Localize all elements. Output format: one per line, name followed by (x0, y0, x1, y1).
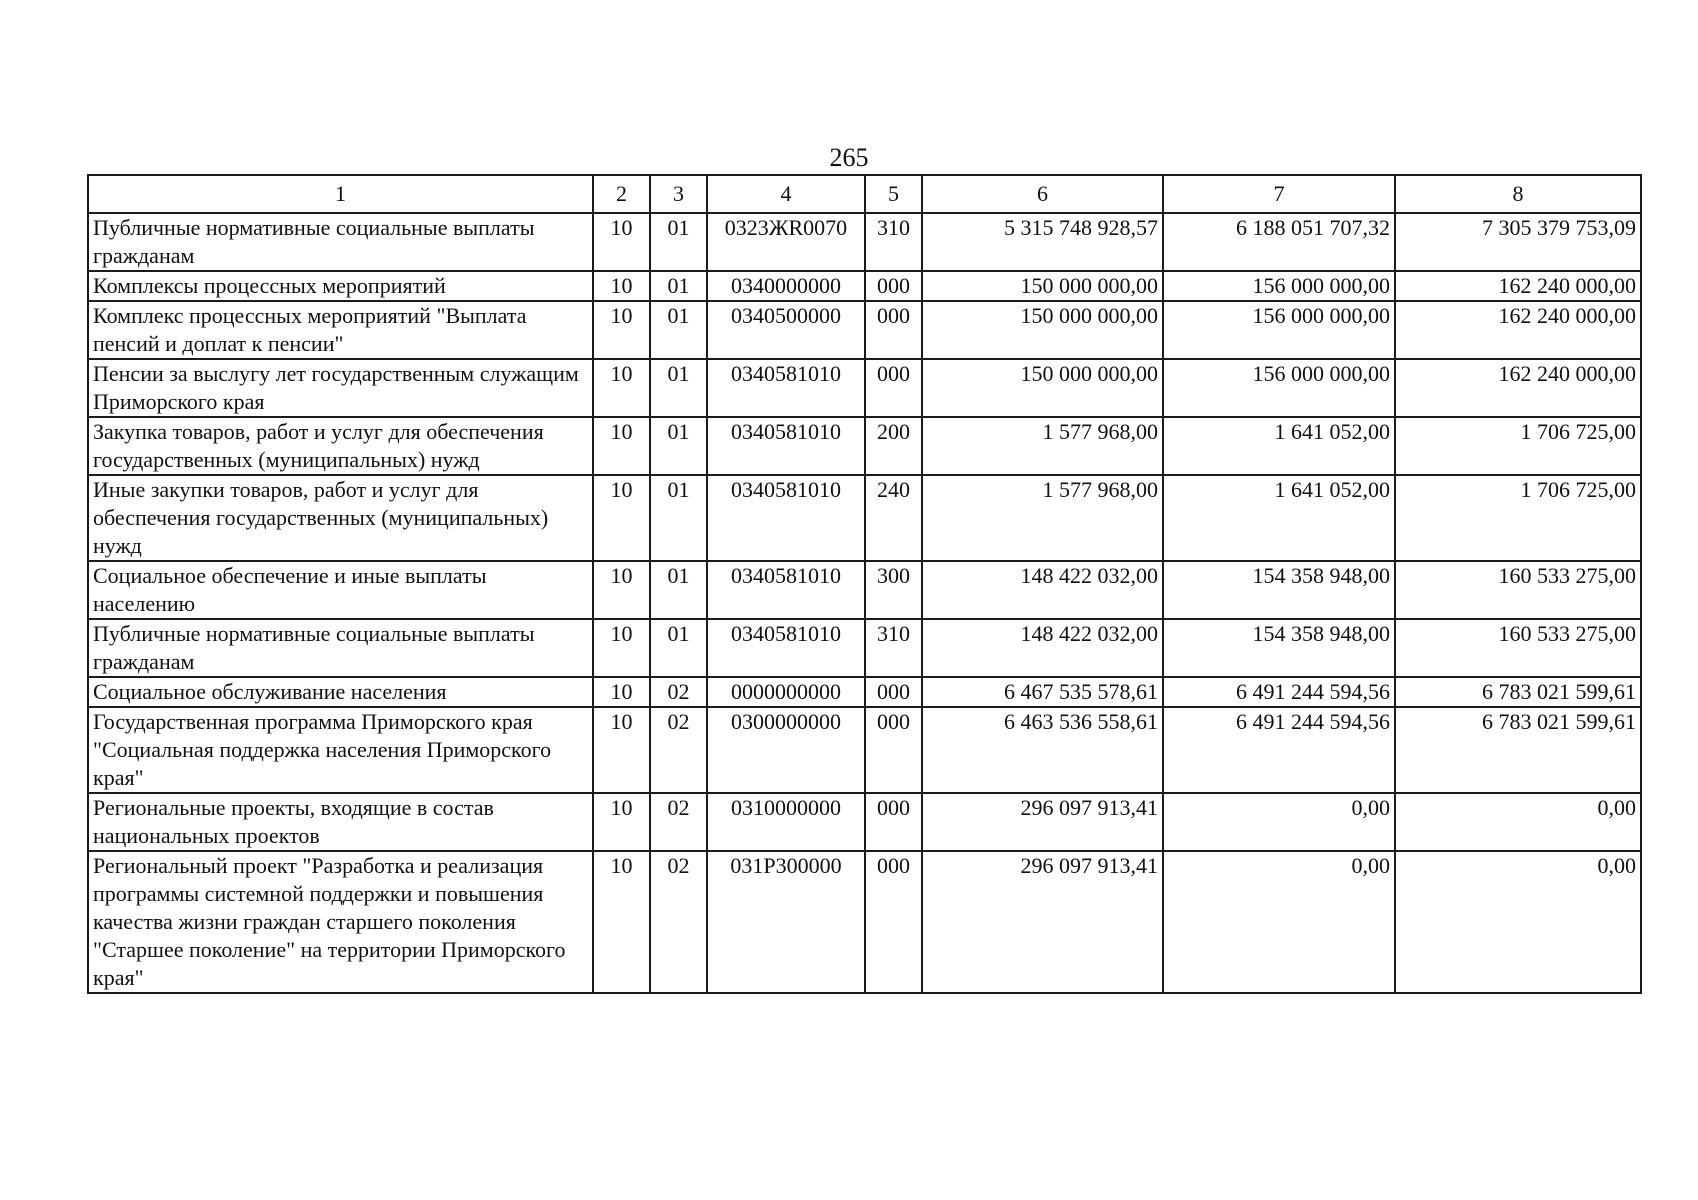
row-name: Иные закупки товаров, работ и услуг для обеспечения государственных (муниципальных) нужд (88, 475, 593, 561)
subsection-code: 01 (650, 271, 707, 301)
amount-col7: 6 491 244 594,56 (1163, 677, 1395, 707)
amount-col8: 1 706 725,00 (1395, 417, 1641, 475)
subsection-code: 01 (650, 417, 707, 475)
row-name: Публичные нормативные социальные выплаты гражданам (88, 213, 593, 271)
expense-type-code: 310 (865, 619, 922, 677)
amount-col6: 148 422 032,00 (922, 561, 1163, 619)
section-code: 10 (593, 677, 650, 707)
amount-col8: 162 240 000,00 (1395, 271, 1641, 301)
amount-col6: 150 000 000,00 (922, 271, 1163, 301)
target-article-code: 0310000000 (707, 793, 865, 851)
target-article-code: 0340500000 (707, 301, 865, 359)
amount-col6: 5 315 748 928,57 (922, 213, 1163, 271)
table-row (88, 707, 1641, 793)
subsection-code: 01 (650, 619, 707, 677)
table-row (88, 851, 1641, 993)
table-row (88, 619, 1641, 677)
amount-col6: 296 097 913,41 (922, 851, 1163, 993)
target-article-code: 0300000000 (707, 707, 865, 793)
amount-col7: 0,00 (1163, 851, 1395, 993)
amount-col7: 154 358 948,00 (1163, 619, 1395, 677)
budget-table (87, 174, 1642, 994)
row-name: Комплекс процессных мероприятий "Выплата пенсий и доплат к пенсии" (88, 301, 593, 359)
table-row (88, 213, 1641, 271)
amount-col7: 156 000 000,00 (1163, 271, 1395, 301)
table-row (88, 359, 1641, 417)
amount-col6: 1 577 968,00 (922, 417, 1163, 475)
expense-type-code: 000 (865, 677, 922, 707)
amount-col8: 160 533 275,00 (1395, 561, 1641, 619)
row-name: Региональный проект "Разработка и реализация программы системной поддержки и повышения качества жизни граждан старшего поколения "Старшее поколение" на территории Приморского края" (88, 851, 593, 993)
target-article-code: 0323ЖR0070 (707, 213, 865, 271)
column-header: 8 (1395, 175, 1641, 213)
column-header: 3 (650, 175, 707, 213)
amount-col7: 6 188 051 707,32 (1163, 213, 1395, 271)
section-code: 10 (593, 707, 650, 793)
section-code: 10 (593, 359, 650, 417)
table-row (88, 301, 1641, 359)
table-row (88, 475, 1641, 561)
row-name: Региональные проекты, входящие в состав национальных проектов (88, 793, 593, 851)
subsection-code: 01 (650, 213, 707, 271)
table-row (88, 417, 1641, 475)
amount-col7: 156 000 000,00 (1163, 359, 1395, 417)
row-name: Пенсии за выслугу лет государственным служащим Приморского края (88, 359, 593, 417)
page-number: 265 (829, 143, 869, 172)
amount-col6: 148 422 032,00 (922, 619, 1163, 677)
expense-type-code: 310 (865, 213, 922, 271)
subsection-code: 02 (650, 677, 707, 707)
amount-col7: 0,00 (1163, 793, 1395, 851)
row-name: Комплексы процессных мероприятий (88, 271, 593, 301)
header-row (88, 175, 1641, 213)
amount-col7: 6 491 244 594,56 (1163, 707, 1395, 793)
column-header: 2 (593, 175, 650, 213)
subsection-code: 01 (650, 301, 707, 359)
amount-col6: 6 467 535 578,61 (922, 677, 1163, 707)
target-article-code: 0340581010 (707, 475, 865, 561)
expense-type-code: 000 (865, 793, 922, 851)
amount-col8: 160 533 275,00 (1395, 619, 1641, 677)
expense-type-code: 240 (865, 475, 922, 561)
row-name: Социальное обслуживание населения (88, 677, 593, 707)
subsection-code: 02 (650, 793, 707, 851)
amount-col7: 1 641 052,00 (1163, 417, 1395, 475)
expense-type-code: 200 (865, 417, 922, 475)
amount-col8: 6 783 021 599,61 (1395, 677, 1641, 707)
row-name: Публичные нормативные социальные выплаты гражданам (88, 619, 593, 677)
section-code: 10 (593, 561, 650, 619)
row-name: Социальное обеспечение и иные выплаты населению (88, 561, 593, 619)
amount-col6: 6 463 536 558,61 (922, 707, 1163, 793)
target-article-code: 0340581010 (707, 417, 865, 475)
section-code: 10 (593, 793, 650, 851)
expense-type-code: 000 (865, 271, 922, 301)
amount-col8: 6 783 021 599,61 (1395, 707, 1641, 793)
amount-col8: 162 240 000,00 (1395, 301, 1641, 359)
table-row (88, 677, 1641, 707)
amount-col6: 296 097 913,41 (922, 793, 1163, 851)
row-name: Закупка товаров, работ и услуг для обеспечения государственных (муниципальных) нужд (88, 417, 593, 475)
section-code: 10 (593, 475, 650, 561)
expense-type-code: 300 (865, 561, 922, 619)
target-article-code: 031P300000 (707, 851, 865, 993)
table-row (88, 271, 1641, 301)
target-article-code: 0340581010 (707, 561, 865, 619)
expense-type-code: 000 (865, 359, 922, 417)
subsection-code: 01 (650, 359, 707, 417)
section-code: 10 (593, 301, 650, 359)
amount-col6: 1 577 968,00 (922, 475, 1163, 561)
subsection-code: 02 (650, 851, 707, 993)
section-code: 10 (593, 271, 650, 301)
amount-col6: 150 000 000,00 (922, 359, 1163, 417)
amount-col8: 7 305 379 753,09 (1395, 213, 1641, 271)
amount-col7: 1 641 052,00 (1163, 475, 1395, 561)
section-code: 10 (593, 417, 650, 475)
column-header: 5 (865, 175, 922, 213)
target-article-code: 0000000000 (707, 677, 865, 707)
column-header: 4 (707, 175, 865, 213)
column-header: 7 (1163, 175, 1395, 213)
amount-col8: 162 240 000,00 (1395, 359, 1641, 417)
expense-type-code: 000 (865, 707, 922, 793)
expense-type-code: 000 (865, 851, 922, 993)
amount-col8: 0,00 (1395, 793, 1641, 851)
section-code: 10 (593, 851, 650, 993)
section-code: 10 (593, 619, 650, 677)
target-article-code: 0340581010 (707, 359, 865, 417)
subsection-code: 02 (650, 707, 707, 793)
target-article-code: 0340000000 (707, 271, 865, 301)
amount-col8: 0,00 (1395, 851, 1641, 993)
subsection-code: 01 (650, 475, 707, 561)
target-article-code: 0340581010 (707, 619, 865, 677)
table-row (88, 793, 1641, 851)
subsection-code: 01 (650, 561, 707, 619)
amount-col7: 154 358 948,00 (1163, 561, 1395, 619)
row-name: Государственная программа Приморского края "Социальная поддержка населения Приморского края" (88, 707, 593, 793)
section-code: 10 (593, 213, 650, 271)
column-header: 1 (88, 175, 593, 213)
amount-col7: 156 000 000,00 (1163, 301, 1395, 359)
expense-type-code: 000 (865, 301, 922, 359)
amount-col6: 150 000 000,00 (922, 301, 1163, 359)
table-row (88, 561, 1641, 619)
amount-col8: 1 706 725,00 (1395, 475, 1641, 561)
column-header: 6 (922, 175, 1163, 213)
